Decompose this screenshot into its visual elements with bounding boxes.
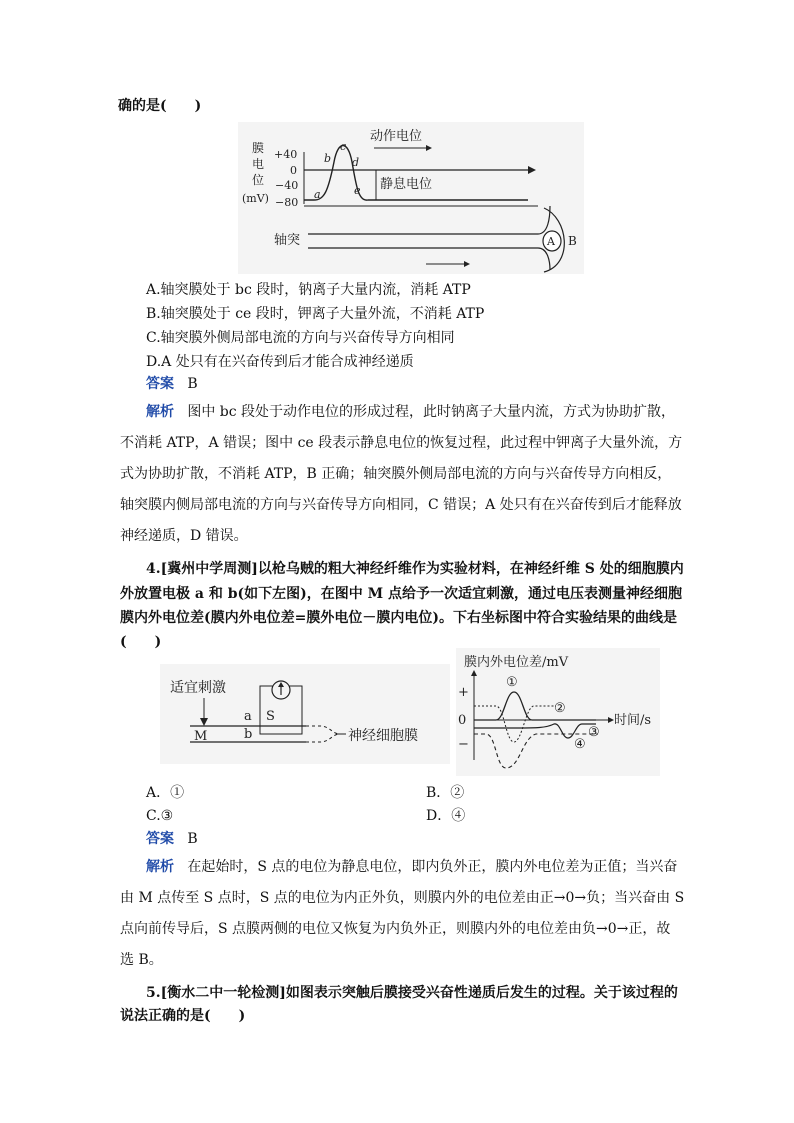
q4-analysis-line-1: 解析 在起始时，S 点的电位为静息电位，即内负外正，膜内外电位差为正值；当兴奋 bbox=[146, 859, 678, 875]
y-label-1: 膜 bbox=[252, 141, 265, 155]
q5-stem-line-1: 5.[衡水二中一轮检测]如图表示突触后膜接受兴奋性递质后发生的过程。关于该过程的 bbox=[146, 985, 678, 1001]
q3-analysis-line-4: 轴突膜内侧局部电流的方向与兴奋传导方向相同，C 错误；A 处只有在兴奋传到后才能释放 bbox=[120, 497, 682, 513]
membrane-potential-diagram bbox=[238, 122, 584, 274]
q4-option-d: D．④ bbox=[426, 808, 466, 824]
label-B: B bbox=[568, 234, 577, 248]
q3-answer-label: 答案 bbox=[146, 376, 174, 392]
b-label: b bbox=[244, 727, 253, 742]
stimulus-label: 适宜刺激 bbox=[170, 680, 226, 696]
tick-minus40: −40 bbox=[275, 179, 299, 192]
curve-4-label: ④ bbox=[574, 737, 586, 752]
y-plus: + bbox=[458, 685, 469, 700]
q4-analysis-line-2: 由 M 点传至 S 点时，S 点的电位为内正外负，则膜内外的电位差由正→0→负；当兴奋由 S bbox=[120, 890, 685, 906]
tick-plus40: +40 bbox=[274, 148, 298, 161]
point-e: e bbox=[354, 184, 361, 197]
q3-answer bbox=[146, 374, 198, 394]
q4-answer-label: 答案 bbox=[146, 831, 174, 847]
y-label-unit: (mV) bbox=[242, 192, 269, 205]
point-a: a bbox=[314, 188, 321, 201]
q4-stem-line-4: ( ) bbox=[120, 634, 162, 650]
membrane-label: 神经细胞膜 bbox=[348, 728, 418, 744]
point-b: b bbox=[324, 152, 332, 165]
q3-option-b: B.轴突膜处于 ce 段时，钾离子大量外流，不消耗 ATP bbox=[146, 306, 485, 322]
q4-left-figure bbox=[160, 664, 450, 764]
q4-right-chart bbox=[456, 648, 660, 776]
curve-2 bbox=[474, 706, 556, 742]
point-c: c bbox=[340, 140, 347, 153]
point-d: d bbox=[352, 156, 360, 169]
y-label-2: 电 bbox=[252, 157, 265, 171]
M-label: M bbox=[194, 729, 208, 744]
q4-analysis-label: 解析 bbox=[146, 859, 174, 875]
q3-analysis-line-1: 解析 图中 bc 段处于动作电位的形成过程，此时钠离子大量内流，方式为协助扩散， bbox=[146, 404, 676, 420]
q4-option-c: C.③ bbox=[146, 808, 174, 824]
curve-1 bbox=[474, 692, 596, 720]
q4-answer bbox=[146, 829, 198, 849]
q4-stem-line-2: 外放置电极 a 和 b(如下左图)，在图中 M 点给予一次适宜刺激，通过电压表测量神经细胞 bbox=[120, 586, 682, 602]
resting-potential-label: 静息电位 bbox=[380, 177, 433, 192]
x-label: 时间/s bbox=[614, 713, 652, 728]
q3-analysis-line-2: 不消耗 ATP，A 错误；图中 ce 段表示静息电位的恢复过程，此过程中钾离子大量外流，方 bbox=[120, 435, 683, 451]
q3-option-a: A.轴突膜处于 bc 段时，钠离子大量内流，消耗 ATP bbox=[146, 282, 471, 298]
curve-3-label: ③ bbox=[588, 725, 600, 740]
q4-stem-line-3: 膜内外电位差(膜内外电位差=膜外电位－膜内电位)。下右坐标图中符合实验结果的曲线是 bbox=[120, 610, 677, 626]
q3-analysis-line-5: 神经递质，D 错误。 bbox=[120, 528, 248, 544]
q3-answer-value: B bbox=[187, 376, 198, 392]
q3-stem-tail: 确的是( ) bbox=[118, 98, 202, 114]
q4-analysis-line-3: 点向前传导后，S 点膜两侧的电位又恢复为内负外正，则膜内外的电位差由负→0→正，故 bbox=[120, 921, 671, 937]
y-label-3: 位 bbox=[252, 173, 265, 187]
a-label: a bbox=[244, 709, 252, 724]
q3-figure bbox=[238, 122, 584, 274]
label-A: A bbox=[547, 235, 555, 248]
curve-2-label: ② bbox=[554, 701, 566, 716]
q3-analysis-label: 解析 bbox=[146, 404, 174, 420]
q5-stem-line-2: 说法正确的是( ) bbox=[120, 1008, 246, 1024]
q3-option-d: D.A 处只有在兴奋传到后才能合成神经递质 bbox=[146, 354, 414, 370]
q4-option-a: A．① bbox=[146, 785, 185, 801]
curve-1-label: ① bbox=[506, 675, 518, 690]
q4-analysis-line-4: 选 B。 bbox=[120, 952, 163, 968]
tick-minus80: −80 bbox=[275, 196, 299, 209]
q3-option-c: C.轴突膜外侧局部电流的方向与兴奋传导方向相同 bbox=[146, 330, 455, 346]
y-zero: 0 bbox=[458, 713, 467, 728]
S-label: S bbox=[266, 709, 275, 724]
axon-label: 轴突 bbox=[274, 233, 301, 248]
action-potential-label: 动作电位 bbox=[370, 129, 423, 144]
q3-analysis-line-3: 式为协助扩散，不消耗 ATP，B 正确；轴突膜外侧局部电流的方向与兴奋传导方向相反， bbox=[120, 466, 672, 482]
curve-3 bbox=[474, 724, 596, 738]
q4-answer-value: B bbox=[187, 831, 198, 847]
q4-option-b: B．② bbox=[426, 785, 465, 801]
q4-stem-line-1: 4.[冀州中学周测]以枪乌贼的粗大神经纤维作为实验材料，在神经纤维 S 处的细胞膜内 bbox=[146, 561, 684, 577]
chart-ylabel: 膜内外电位差/mV bbox=[464, 655, 569, 670]
tick-0: 0 bbox=[290, 164, 297, 177]
y-minus: − bbox=[458, 737, 469, 752]
